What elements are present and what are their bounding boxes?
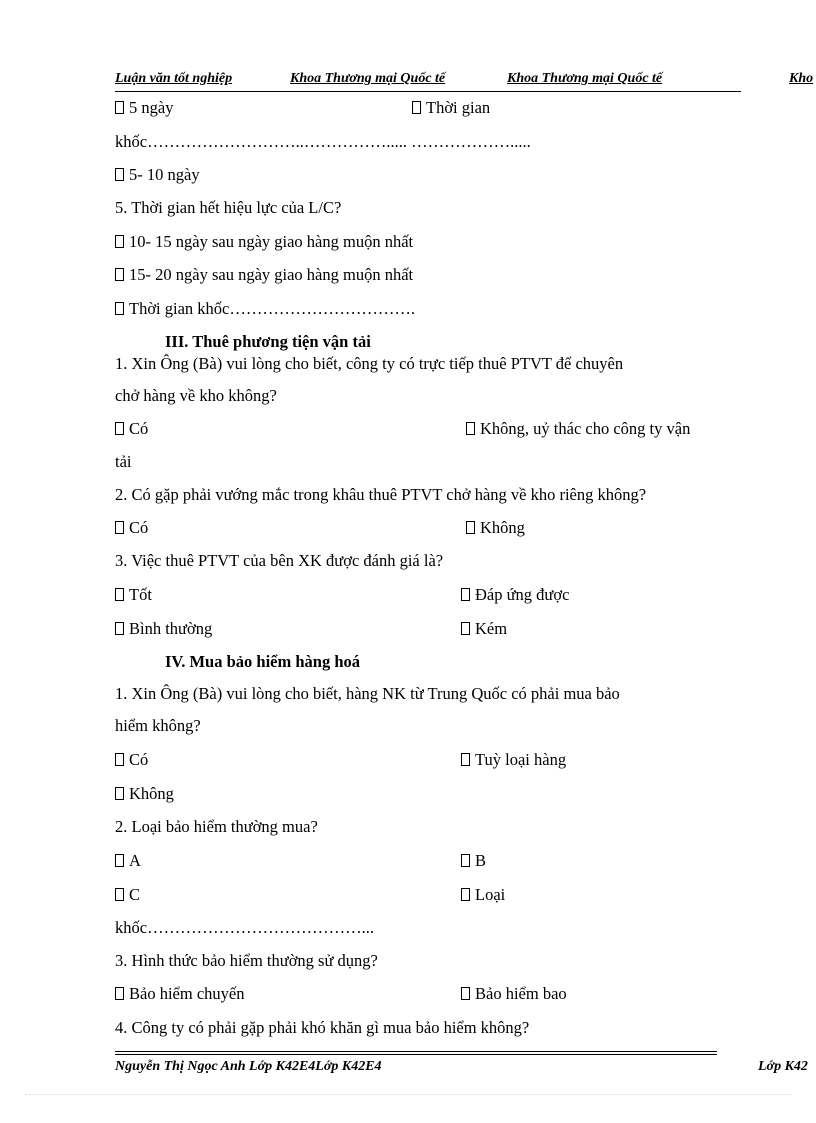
option-per-shipment: Bảo hiểm chuyến bbox=[115, 984, 244, 1004]
checkbox-icon[interactable] bbox=[461, 987, 470, 1000]
header-thesis-label: Luận văn tốt nghiệp bbox=[115, 71, 233, 86]
checkbox-icon[interactable] bbox=[466, 422, 475, 435]
question-insurance-4: 4. Công ty có phải gặp phải khó khăn gì mua bảo hiểm không? bbox=[115, 1018, 530, 1037]
question-insurance-1: 1. Xin Ông (Bà) vui lòng cho biết, hàng NK từ Trung Quốc có phải mua bảo bbox=[115, 684, 620, 703]
checkbox-icon[interactable] bbox=[115, 622, 124, 635]
question-insurance-2: 2. Loại bảo hiểm thường mua? bbox=[115, 817, 318, 836]
question-transport-1-cont: chở hàng về kho không? bbox=[115, 386, 277, 405]
checkbox-icon[interactable] bbox=[461, 854, 470, 867]
option-c: C bbox=[115, 885, 140, 905]
header-faculty-1: Khoa Thương mại Quốc tế bbox=[290, 71, 446, 86]
option-other-type: Loại bbox=[461, 885, 505, 905]
checkbox-icon[interactable] bbox=[115, 422, 124, 435]
checkbox-icon[interactable] bbox=[461, 888, 470, 901]
option-yes: Có bbox=[115, 419, 148, 439]
checkbox-icon[interactable] bbox=[115, 302, 124, 315]
question-lc-expiry: 5. Thời gian hết hiệu lực của L/C? bbox=[115, 198, 342, 217]
option-good: Tốt bbox=[115, 585, 152, 605]
checkbox-icon[interactable] bbox=[412, 101, 421, 114]
option-5-10-days: 5- 10 ngày bbox=[115, 165, 200, 185]
checkbox-icon[interactable] bbox=[466, 521, 475, 534]
header-faculty-3: Kho bbox=[789, 71, 814, 86]
footer-rule-bottom bbox=[115, 1054, 717, 1055]
checkbox-icon[interactable] bbox=[115, 268, 124, 281]
footer-rule-top bbox=[115, 1051, 717, 1052]
option-15-20-days: 15- 20 ngày sau ngày giao hàng muộn nhất bbox=[115, 265, 413, 285]
checkbox-icon[interactable] bbox=[115, 888, 124, 901]
dotted-fill-line: khốc………………………..……………..... ………………..... bbox=[115, 132, 531, 151]
dotted-fill-line-2: khốc…………………………………... bbox=[115, 918, 374, 937]
option-depends-goods: Tuỳ loại hàng bbox=[461, 750, 566, 770]
option-normal: Bình thường bbox=[115, 619, 212, 639]
option-no-entrust-cont: tải bbox=[115, 452, 132, 471]
option-a: A bbox=[115, 851, 141, 871]
option-no-entrust: Không, uỷ thác cho công ty vận bbox=[466, 419, 690, 439]
checkbox-icon[interactable] bbox=[115, 521, 124, 534]
option-no-2: Không bbox=[466, 518, 525, 538]
section-heading-transport: III. Thuê phương tiện vận tải bbox=[165, 332, 371, 351]
checkbox-icon[interactable] bbox=[115, 854, 124, 867]
option-10-15-days: 10- 15 ngày sau ngày giao hàng muộn nhất bbox=[115, 232, 413, 252]
option-other-time-2: Thời gian khốc……………………………. bbox=[115, 299, 415, 319]
question-insurance-3: 3. Hình thức bảo hiểm thường sử dụng? bbox=[115, 951, 378, 970]
page-edge-divider bbox=[25, 1094, 791, 1095]
footer-class: Lớp K42 bbox=[758, 1059, 808, 1074]
option-poor: Kém bbox=[461, 619, 507, 639]
question-insurance-1-cont: hiểm không? bbox=[115, 716, 201, 735]
checkbox-icon[interactable] bbox=[461, 622, 470, 635]
question-transport-1: 1. Xin Ông (Bà) vui lòng cho biết, công ty có trực tiếp thuê PTVT để chuyên bbox=[115, 354, 624, 373]
option-open-cover: Bảo hiểm bao bbox=[461, 984, 567, 1004]
checkbox-icon[interactable] bbox=[115, 235, 124, 248]
header-faculty-2: Khoa Thương mại Quốc tế bbox=[507, 71, 663, 86]
option-5-days: 5 ngày bbox=[115, 98, 173, 118]
question-transport-3: 3. Việc thuê PTVT của bên XK được đánh giá là? bbox=[115, 551, 444, 570]
checkbox-icon[interactable] bbox=[115, 753, 124, 766]
option-no-3: Không bbox=[115, 784, 174, 804]
option-b: B bbox=[461, 851, 486, 871]
checkbox-icon[interactable] bbox=[115, 987, 124, 1000]
footer-author: Nguyễn Thị Ngọc Anh Lớp K42E4Lớp K42E4 bbox=[115, 1059, 382, 1074]
checkbox-icon[interactable] bbox=[115, 168, 124, 181]
checkbox-icon[interactable] bbox=[461, 753, 470, 766]
option-yes-3: Có bbox=[115, 750, 148, 770]
question-transport-2: 2. Có gặp phải vướng mắc trong khâu thuê PTVT chở hàng về kho riêng không? bbox=[115, 485, 647, 504]
section-heading-insurance: IV. Mua bảo hiểm hàng hoá bbox=[165, 652, 360, 671]
header-rule bbox=[115, 91, 741, 92]
checkbox-icon[interactable] bbox=[115, 588, 124, 601]
checkbox-icon[interactable] bbox=[115, 787, 124, 800]
checkbox-icon[interactable] bbox=[461, 588, 470, 601]
option-adequate: Đáp ứng được bbox=[461, 585, 569, 605]
option-other-time: Thời gian bbox=[412, 98, 490, 118]
checkbox-icon[interactable] bbox=[115, 101, 124, 114]
option-yes-2: Có bbox=[115, 518, 148, 538]
